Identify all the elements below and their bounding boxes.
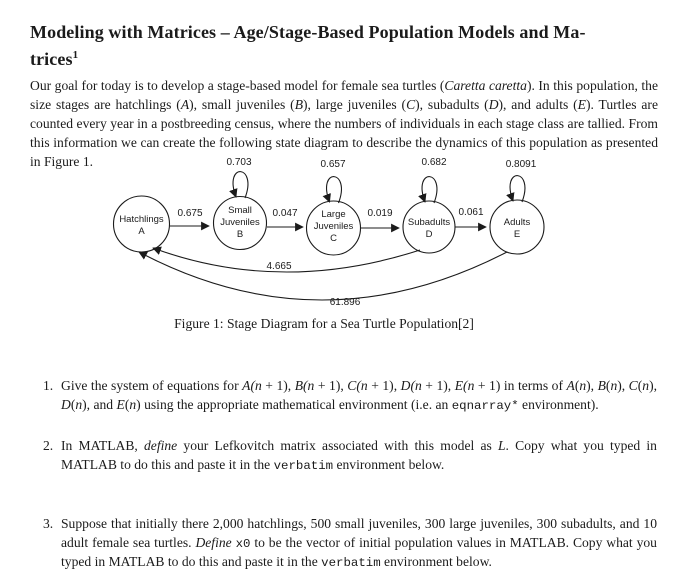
self-rate-c: 0.657: [320, 159, 346, 170]
list-item-1-number: 1.: [43, 378, 54, 393]
node-label-hatchlings: Hatchlings: [119, 214, 164, 225]
node-label-small-id: B: [236, 229, 244, 240]
self-rate-b: 0.703: [226, 157, 252, 168]
node-label-large: Large: [321, 209, 346, 220]
stage-diagram-figure: [95, 148, 575, 312]
node-label-small-juveniles: Juveniles: [220, 217, 260, 228]
list-item-2-text: In MATLAB, define your Lefkovitch matrix associated with this model as L. Copy what you typed in MATLAB to do this and paste it in the verbatim environment below.: [61, 438, 657, 473]
list-item-1: [43, 377, 657, 415]
self-loop-c: [327, 177, 342, 203]
self-rate-d: 0.682: [421, 157, 447, 168]
node-label-large-juveniles: Juveniles: [313, 221, 354, 232]
node-label-subadults: Subadults: [407, 217, 451, 228]
page-title: [30, 21, 658, 71]
self-rate-e: 0.8091: [505, 159, 537, 170]
rate-e-to-a: 61.896: [329, 297, 361, 308]
node-label-adults: Adults: [503, 217, 531, 228]
list-item-3: [43, 515, 657, 573]
node-label-adults-id: E: [513, 229, 521, 240]
intro-paragraph: Our goal for today is to develop a stage-based model for female sea turtles (Caretta caretta). In this population, the size stages are hatchlings (A), small juveniles (B), large juveniles (C), subadults (D), and adults (E). Turtles are counted every year in a postbreeding census, where the numbers of individuals in each stage class are tallied. From this information we can create the following state diagram to describe the dynamics of this population as presented in Figure 1.: [30, 77, 658, 169]
page-title-line2: trices: [30, 49, 73, 70]
list-item-3-text: Suppose that initially there 2,000 hatchlings, 500 small juveniles, 300 large juveniles, 300 subadults, and 10 adult female sea turtles. Define x0 to be the vector of initial population values in MATLAB. Copy what you typed in MATLAB to do this and paste it in the verbatim environment below.: [61, 516, 657, 570]
node-label-subadults-id: D: [425, 229, 433, 240]
page-title-line1: Modeling with Matrices – Age/Stage-Based Population Models and Ma-: [30, 22, 586, 43]
list-item-3-number: 3.: [43, 516, 54, 531]
list-item-1-text: Give the system of equations for A(n + 1), B(n + 1), C(n + 1), D(n + 1), E(n + 1) in terms of A(n), B(n), C(n), D(n), and E(n) using the appropriate mathematical environment (i.e. an eqnarray* environment).: [61, 378, 658, 413]
self-loop-d: [422, 177, 437, 203]
rate-b-to-c: 0.047: [272, 208, 298, 219]
edge-e-to-a: [139, 252, 507, 300]
list-item-2: [43, 437, 657, 475]
figure-caption: Figure 1: Stage Diagram for a Sea Turtle Population[2]: [174, 316, 474, 331]
title-footnote-marker: 1: [72, 49, 79, 62]
rate-c-to-d: 0.019: [367, 208, 393, 219]
node-label-hatchlings-id: A: [138, 226, 145, 237]
node-label-large-id: C: [330, 233, 337, 244]
list-item-2-number: 2.: [43, 438, 54, 453]
self-loop-b: [233, 172, 248, 198]
rate-d-to-e: 0.061: [458, 207, 484, 218]
node-label-small: Small: [228, 205, 252, 216]
self-loop-e: [510, 176, 525, 202]
rate-a-to-b: 0.675: [177, 208, 203, 219]
rate-d-to-a: 4.665: [266, 261, 292, 272]
